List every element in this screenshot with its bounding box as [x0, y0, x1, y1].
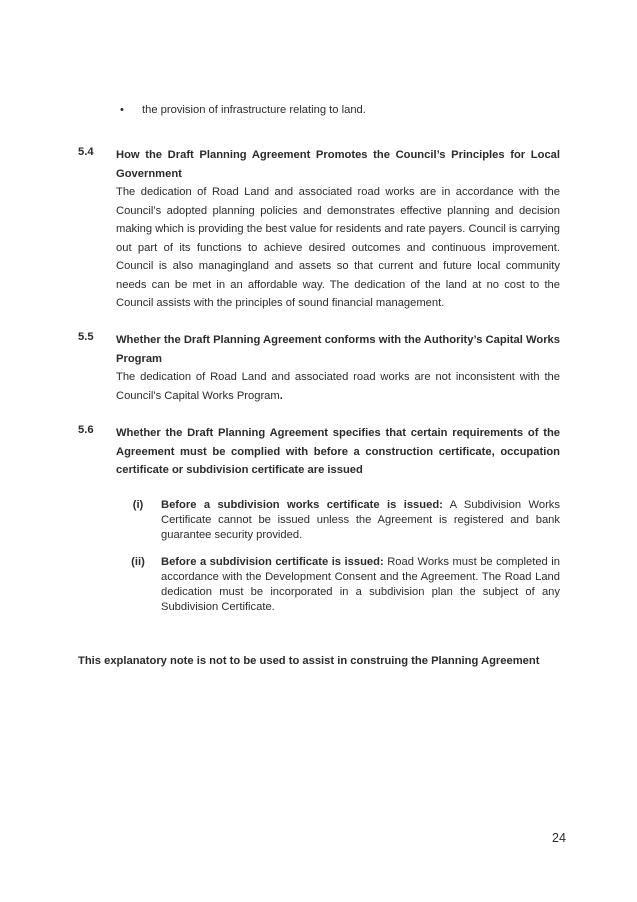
sub-item-text: Road Works must be completed in accordance with the Development Consent and the Agreement. The Road Land dedication must be incorporated in a subdivision plan the subject of any Subdivision Certificate.	[161, 556, 560, 613]
section-title: Whether the Draft Planning Agreement specifies that certain requirements of the Agreement must be complied with before a construction certificate, occupation certificate or subdivision certificate are issued	[116, 427, 560, 476]
sub-item-heading: Before a subdivision certificate is issued:	[161, 556, 384, 568]
section-number: 5.5	[78, 331, 94, 343]
section-title: How the Draft Planning Agreement Promotes the Council’s Principles for Local Government	[116, 149, 560, 180]
sub-item-content	[161, 498, 560, 543]
bullet-symbol: •	[120, 104, 124, 116]
section-title: Whether the Draft Planning Agreement conforms with the Authority’s Capital Works Program	[116, 334, 560, 365]
section-5-6	[116, 424, 560, 480]
sub-item-label: (i)	[132, 499, 144, 511]
sub-item-heading: Before a subdivision works certificate is issued:	[161, 499, 443, 511]
section-5-5	[116, 331, 560, 405]
sub-item-label: (ii)	[131, 556, 145, 568]
section-body: The dedication of Road Land and associated road works are in accordance with the Council’s adopted planning policies and demonstrates effective planning and decision making which is providing the best value for residents and rate payers. Council is carrying out part of its functions to achieve desired outcomes and continuous improvement. Council is also managingland and assets so that current and future local community needs can be met in an affordable way. The dedication of the land at no cost to the Council assists with the principles of sound financial management.	[116, 186, 560, 309]
sub-item-content	[161, 555, 560, 615]
section-number: 5.4	[78, 146, 94, 158]
sub-item-ii	[116, 555, 560, 615]
section-body	[116, 368, 560, 405]
section-number: 5.6	[78, 424, 94, 436]
sub-item-text: A Subdivision Works Certificate cannot be issued unless the Agreement is registered and bank guarantee security provided.	[161, 499, 560, 541]
section-body-end: .	[279, 389, 283, 402]
bullet-text: the provision of infrastructure relating to land.	[142, 104, 366, 116]
sub-item-i	[116, 498, 560, 543]
section-5-4	[116, 146, 560, 313]
section-body-text: The dedication of Road Land and associated road works are not inconsistent with the Council’s Capital Works Program	[116, 371, 560, 402]
page-number: 24	[552, 831, 566, 845]
footer-note: This explanatory note is not to be used to assist in construing the Planning Agreement	[78, 655, 540, 667]
